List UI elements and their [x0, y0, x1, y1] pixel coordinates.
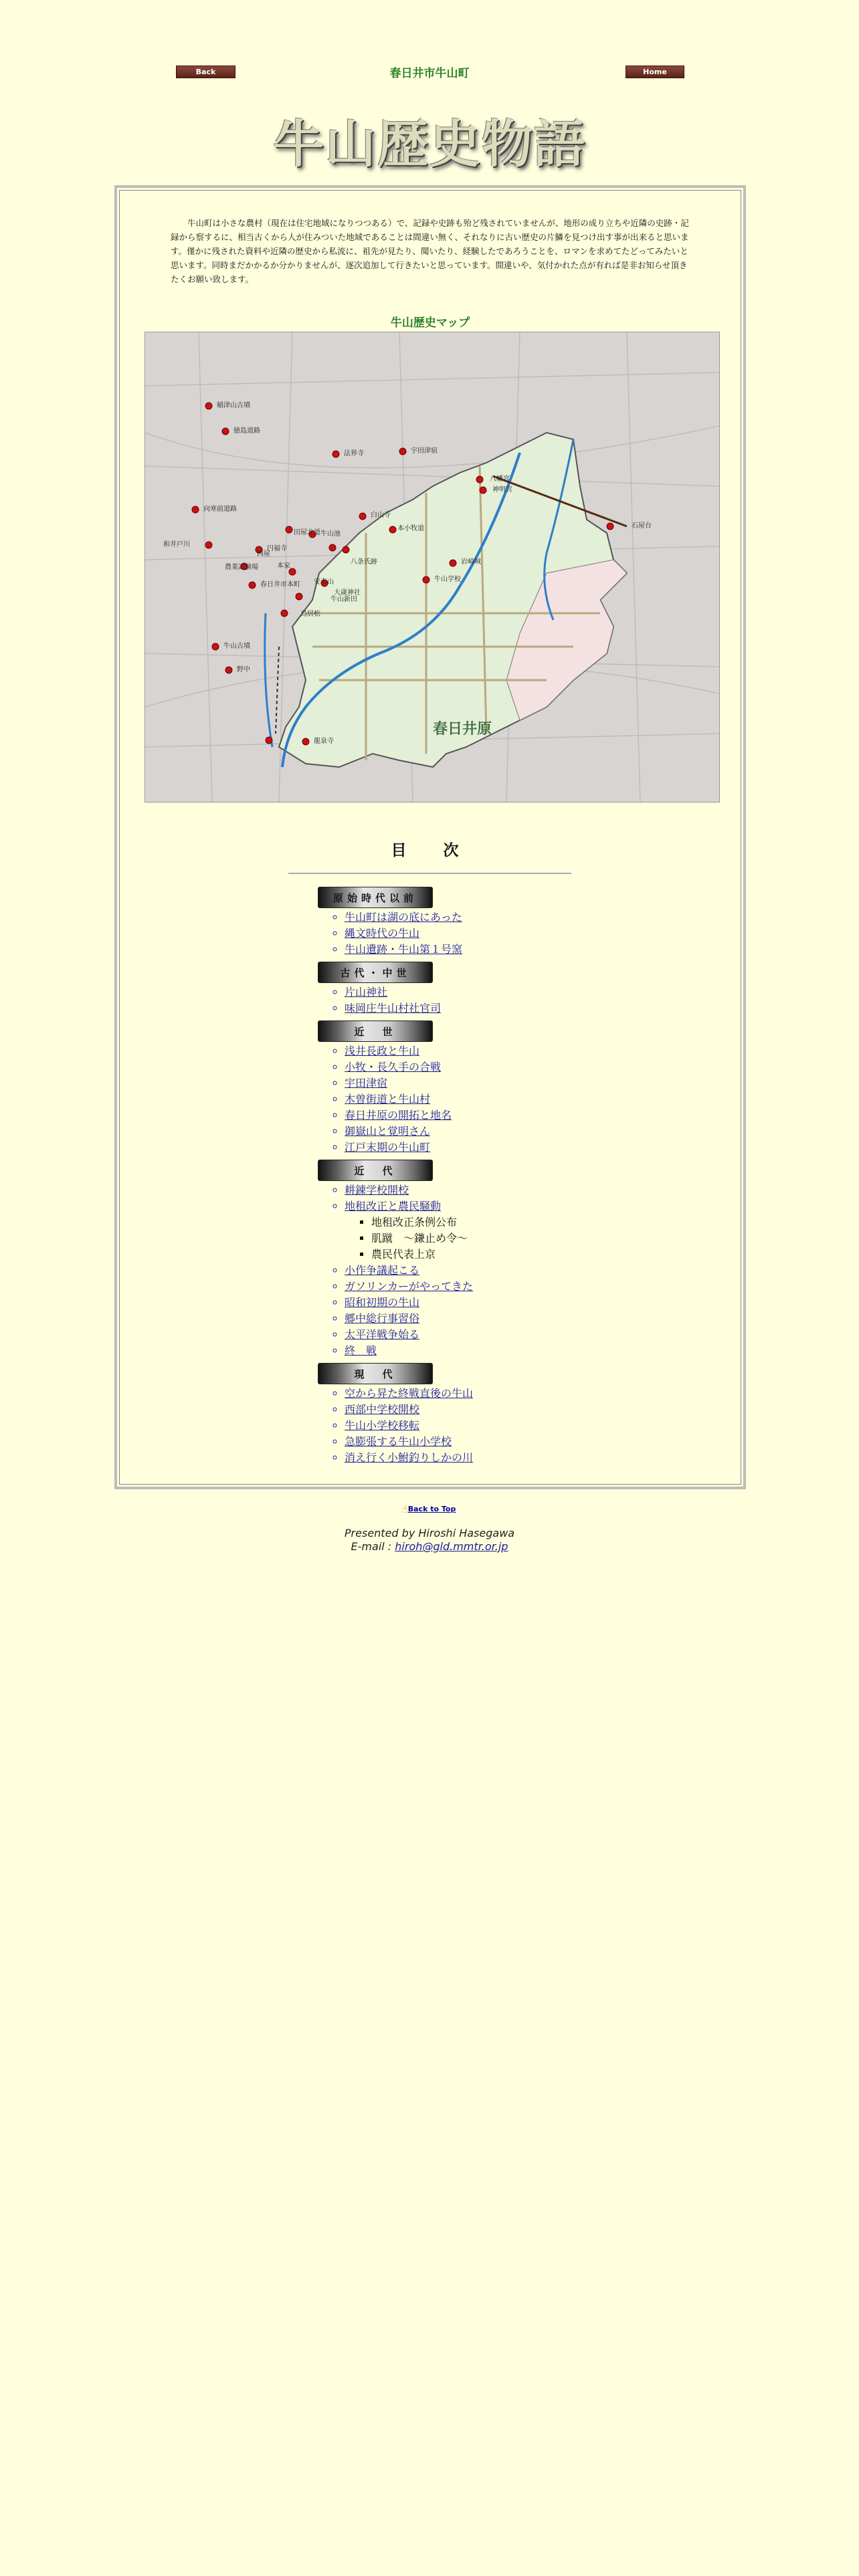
pointing-hand-icon: ☝: [401, 1502, 408, 1515]
map-place-label: 野中: [237, 666, 250, 673]
section-label-contemporary: 現 代: [318, 1363, 433, 1384]
map-place-label: 徳島道路: [233, 427, 260, 435]
toc-heading: 目 次: [391, 842, 470, 859]
map-place-label: 八条氏跡: [351, 558, 377, 566]
content-panel: [114, 185, 746, 1489]
map-place-label: 大歳神社: [334, 589, 361, 597]
map-place-label: 八幡宮: [490, 475, 510, 483]
toc-link[interactable]: 御嶽山と覚明さん: [345, 1125, 431, 1138]
toc-link[interactable]: 郷中総行事習俗: [345, 1312, 420, 1325]
map-place-label: 農業試験場: [225, 564, 258, 571]
map-place-label: 和井戸川: [163, 541, 190, 548]
map-place-label: 牛山古墳: [223, 643, 250, 650]
toc-subitem: ▪ 農民代表上京: [371, 1247, 719, 1263]
toc-link[interactable]: 昭和初期の牛山: [345, 1296, 420, 1309]
toc-link[interactable]: 牛山小学校移転: [345, 1419, 420, 1432]
intro-paragraph: 牛山町は小さな農村（現在は住宅地域になりつつある）で、記録や史跡も殆ど残されていませんが、地形の成り立ちや近隣の史跡・記録から察するに、相当古くから人が住みついた地域であることは間違い無く、それなりに古い歴史の片鱗を見つけ出す事が出来ると思います。僅かに残された資料や近隣の歴史から私流に、祖先が見たり、聞いたり、経験したであろうことを、ロマンを求めてたどってみたいと思います。同時まだかかるか分かりませんが、逐次追加して行きたいと思っています。間違いや、気付かれた点が有れば是非お知らせ頂きたくお願い致します。: [171, 218, 689, 284]
toc-link[interactable]: 味岡庄牛山村社官司: [345, 1002, 442, 1014]
map-place-label: 牛山学校: [434, 576, 461, 583]
toc-link[interactable]: 終 戦: [345, 1344, 377, 1357]
map-place-label: 向寒前道路: [203, 506, 237, 513]
map-region-label: 春日井原: [433, 720, 492, 738]
map-place-label: 春日井市本町: [260, 581, 300, 588]
section-label-ancient-medieval: 古代・中世: [318, 962, 433, 983]
toc-link[interactable]: 宇田津宿: [345, 1077, 388, 1089]
toc-link[interactable]: 江戸末期の牛山町: [345, 1141, 431, 1154]
toc-link[interactable]: 春日井原の開拓と地名: [345, 1109, 452, 1121]
toc-link[interactable]: 浅井長政と牛山: [345, 1045, 420, 1057]
map-place-label: 龍泉寺: [314, 738, 334, 745]
map-heading: 牛山歴史マップ: [390, 316, 470, 330]
map-place-label: 稲津山古墳: [217, 402, 250, 409]
map-place-label: 本家: [277, 562, 290, 570]
history-map: [145, 332, 720, 802]
map-place-label: 石屋台: [632, 522, 652, 530]
toc-link[interactable]: 牛山町は湖の底にあった: [345, 911, 462, 924]
map-place-label: 安寿山: [314, 578, 334, 586]
table-of-contents: [318, 887, 719, 1470]
section-label-prehistoric: 原始時代以前: [318, 887, 433, 908]
toc-link[interactable]: 地租改正と農民騒動: [345, 1200, 442, 1212]
map-place-label: 法界寺: [344, 450, 364, 457]
map-place-label: 神明宮: [492, 486, 512, 494]
footer-author: Presented by Hiroshi Hasegawa: [344, 1527, 515, 1539]
map-place-label: 牛山新田: [330, 596, 357, 603]
back-to-top-label: Back to Top: [407, 1504, 456, 1513]
toc-link[interactable]: 空から昇た終戦直後の牛山: [345, 1387, 474, 1400]
map-place-label: 宇田津宿: [411, 447, 438, 455]
toc-subitem: ▪ 地租改正条例公布: [371, 1214, 719, 1230]
home-button[interactable]: Home: [626, 66, 684, 78]
toc-link[interactable]: 木曽街道と牛山村: [345, 1093, 431, 1105]
toc-link[interactable]: 小作争議起こる: [345, 1264, 420, 1277]
map-place-label: 牛山池: [320, 530, 341, 538]
header-place-name: 春日井市牛山町: [389, 67, 470, 80]
toc-link[interactable]: ガソリンカーがやってきた: [345, 1280, 474, 1293]
footer-email-prefix: E-mail :: [351, 1540, 395, 1553]
toc-link[interactable]: 牛山遺跡・牛山第１号窯: [345, 943, 463, 956]
toc-link[interactable]: 片山神社: [345, 986, 388, 998]
toc-link[interactable]: 小牧・長久手の合戦: [345, 1061, 442, 1073]
toc-link[interactable]: 西部中学校開校: [345, 1403, 420, 1416]
toc-link[interactable]: 急膨張する牛山小学校: [345, 1435, 452, 1448]
toc-divider: [288, 873, 571, 875]
page-title: 牛山歴史物語: [273, 114, 586, 174]
map-place-label: 白山寺: [371, 512, 391, 519]
map-place-label: 本小牧道: [397, 525, 424, 532]
toc-sublist: [345, 1214, 719, 1263]
toc-link[interactable]: 消え行く小鮒釣りしかの川: [345, 1451, 474, 1464]
map-place-label: 岩崎城: [461, 558, 481, 566]
section-label-early-modern: 近 世: [318, 1021, 433, 1042]
map-place-label: 田屋北道: [294, 529, 320, 536]
toc-link[interactable]: 耕錬学校開校: [345, 1184, 409, 1196]
section-label-modern: 近 代: [318, 1160, 433, 1181]
footer: [0, 1527, 859, 1553]
toc-link[interactable]: 太平洋戦争始る: [345, 1328, 420, 1341]
toc-subitem: ▪ 肌蹴 ～鎌止め令～: [371, 1230, 719, 1247]
back-button[interactable]: Back: [176, 66, 235, 78]
toc-link[interactable]: 縄文時代の牛山: [345, 927, 420, 940]
map-place-label: 西屋: [257, 550, 270, 558]
map-place-label: 鳥居松: [300, 611, 320, 618]
back-to-top-link[interactable]: [401, 1501, 456, 1516]
footer-email-link[interactable]: hiroh@gld.mmtr.or.jp: [395, 1540, 508, 1553]
map-place-label: 円福寺: [267, 545, 287, 552]
